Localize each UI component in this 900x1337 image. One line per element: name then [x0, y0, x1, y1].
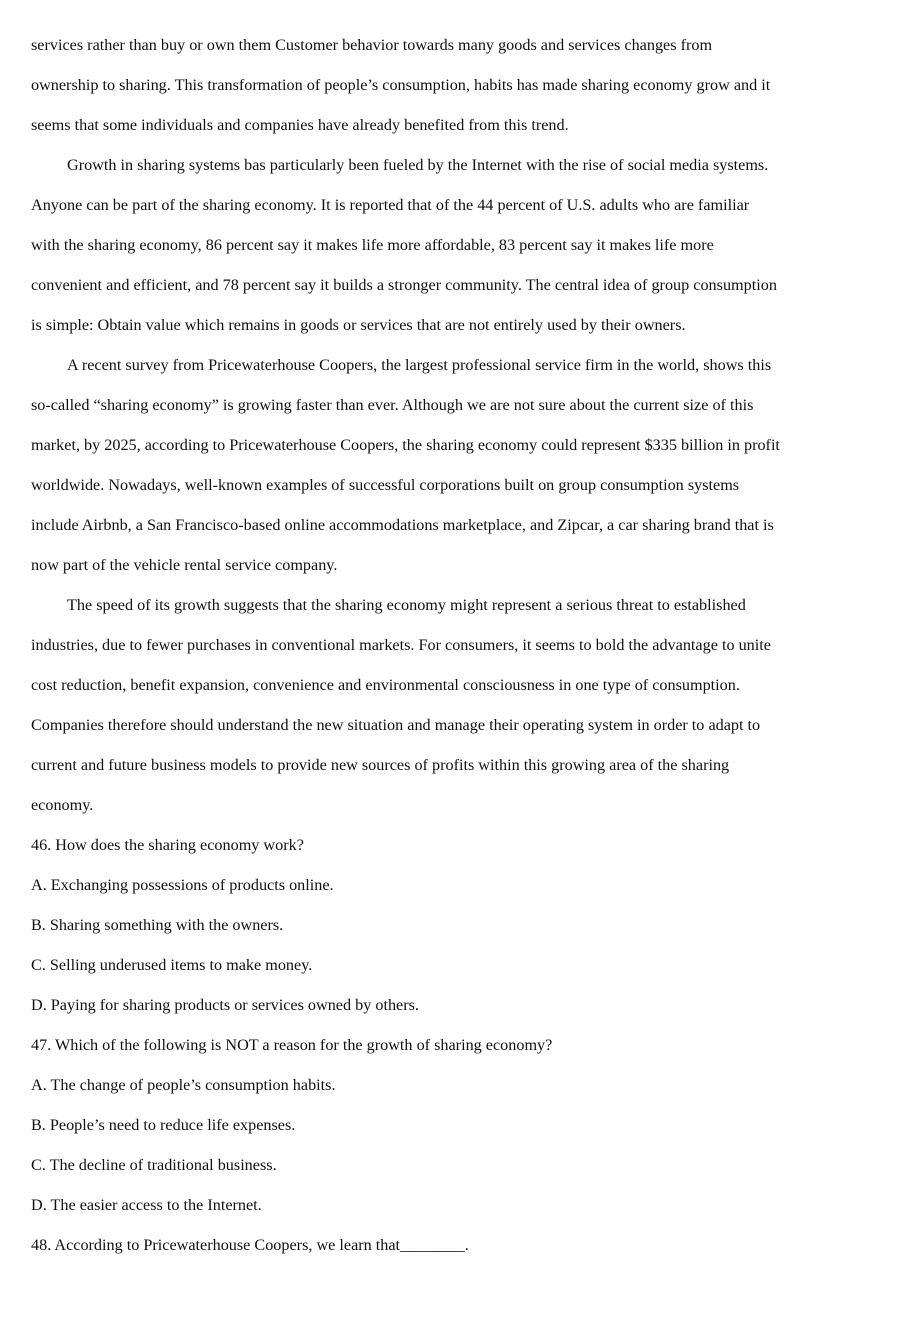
document-page [31, 25, 866, 1265]
text-line: current and future business models to provide new sources of profits within this growing area of the sharing [31, 756, 730, 774]
text-line: Anyone can be part of the sharing economy. It is reported that of the 44 percent of U.S. adults who are familiar [31, 196, 750, 214]
question-47-option-d: D. The easier access to the Internet. [31, 1196, 262, 1214]
question-46-option-a: A. Exchanging possessions of products online. [31, 876, 334, 894]
text-line: ownership to sharing. This transformation of people’s consumption, habits has made sharing economy grow and it [31, 76, 771, 94]
text-line: with the sharing economy, 86 percent say it makes life more affordable, 83 percent say it makes life more [31, 236, 714, 254]
text-line: industries, due to fewer purchases in conventional markets. For consumers, it seems to bold the advantage to unite [31, 636, 771, 654]
text-line: cost reduction, benefit expansion, convenience and environmental consciousness in one type of consumption. [31, 676, 740, 694]
text-line: economy. [31, 796, 94, 814]
question-46-option-b: B. Sharing something with the owners. [31, 916, 284, 934]
question-46-option-d: D. Paying for sharing products or services owned by others. [31, 996, 419, 1014]
question-46: 46. How does the sharing economy work? [31, 836, 304, 854]
paragraph-start-line: Growth in sharing systems bas particularly been fueled by the Internet with the rise of social media systems. [67, 156, 769, 174]
text-line: Companies therefore should understand the new situation and manage their operating system in order to adapt to [31, 716, 761, 734]
text-line: is simple: Obtain value which remains in goods or services that are not entirely used by their owners. [31, 316, 686, 334]
question-47-option-b: B. People’s need to reduce life expenses. [31, 1116, 296, 1134]
paragraph-start-line: A recent survey from Pricewaterhouse Coopers, the largest professional service firm in the world, shows this [67, 356, 772, 374]
question-47-option-c: C. The decline of traditional business. [31, 1156, 277, 1174]
question-47-option-a: A. The change of people’s consumption habits. [31, 1076, 336, 1094]
paragraph-start-line: The speed of its growth suggests that the sharing economy might represent a serious threat to established [67, 596, 746, 614]
text-line: seems that some individuals and companies have already benefited from this trend. [31, 116, 569, 134]
text-line: include Airbnb, a San Francisco-based online accommodations marketplace, and Zipcar, a car sharing brand that is [31, 516, 774, 534]
text-line: so-called “sharing economy” is growing faster than ever. Although we are not sure about the current size of this [31, 396, 754, 414]
question-48: 48. According to Pricewaterhouse Coopers, we learn that________. [31, 1236, 469, 1254]
text-line: market, by 2025, according to Pricewaterhouse Coopers, the sharing economy could represent $335 billion in profit [31, 436, 780, 454]
text-line: worldwide. Nowadays, well-known examples of successful corporations built on group consumption systems [31, 476, 740, 494]
text-line: now part of the vehicle rental service company. [31, 556, 338, 574]
question-47: 47. Which of the following is NOT a reason for the growth of sharing economy? [31, 1036, 553, 1054]
question-46-option-c: C. Selling underused items to make money. [31, 956, 313, 974]
text-line: convenient and efficient, and 78 percent say it builds a stronger community. The central idea of group consumption [31, 276, 777, 294]
text-line: services rather than buy or own them Customer behavior towards many goods and services changes from [31, 36, 713, 54]
